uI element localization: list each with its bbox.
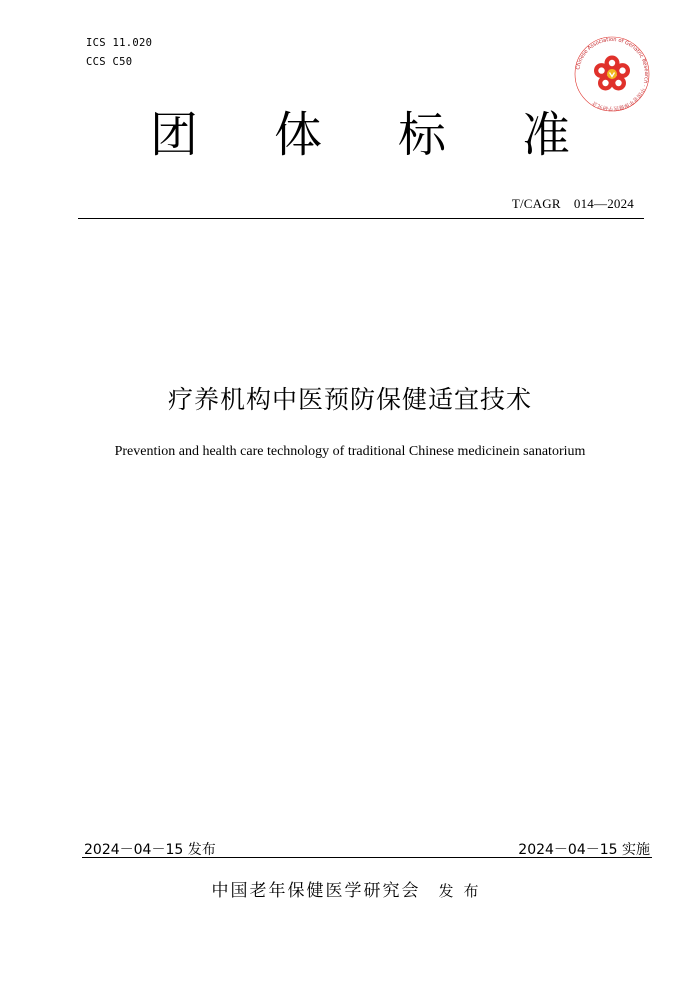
heading-char-4: 准 — [521, 106, 570, 163]
publish-label: 发布 — [438, 882, 489, 900]
publisher-line — [0, 876, 700, 901]
association-logo-icon — [572, 34, 652, 114]
implementation-date: 2024－04－15 实施 — [518, 842, 650, 858]
document-title-cn: 疗养机构中医预防保健适宜技术 — [167, 385, 532, 414]
ics-code: ICS 11.020 — [86, 37, 153, 49]
document-type-heading — [150, 100, 570, 163]
ccs-code: CCS C50 — [86, 56, 133, 68]
heading-char-2: 体 — [273, 106, 322, 163]
svg-text:Chinese Association of Geriatr: Chinese Association of Geriatric Research · 中国老年保健医学研究会 — [575, 36, 650, 112]
standard-number: T/CAGR 014—2024 — [511, 196, 634, 211]
issue-date: 2024－04－15 发布 — [84, 842, 216, 858]
document-title-en: Prevention and health care technology of traditional Chinese medicinein sanatorium — [114, 444, 586, 459]
header-divider — [78, 218, 644, 219]
publisher-name: 中国老年保健医学研究会 — [211, 881, 421, 901]
heading-char-1: 团 — [150, 106, 199, 163]
footer-divider — [82, 857, 652, 858]
heading-char-3: 标 — [397, 106, 446, 163]
